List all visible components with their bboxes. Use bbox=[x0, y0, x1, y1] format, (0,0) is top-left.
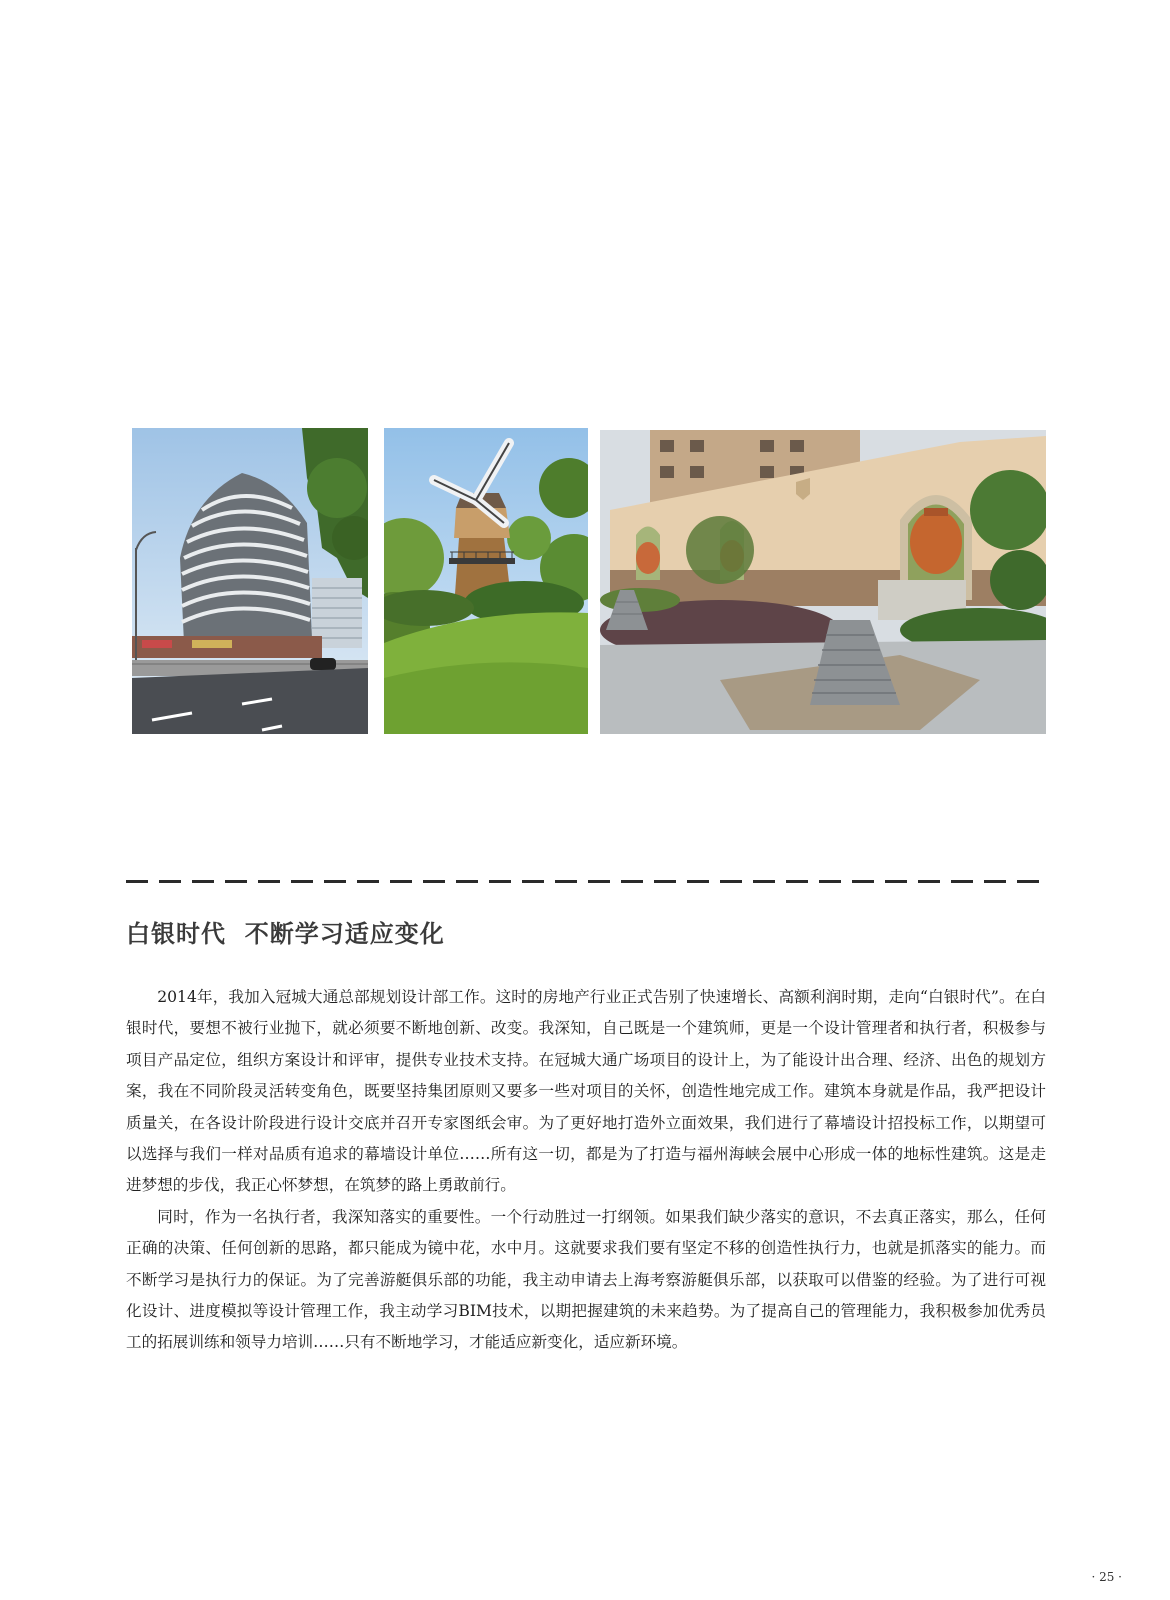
photo-curved-tower bbox=[132, 428, 368, 734]
section-title: 白银时代 不断学习适应变化 bbox=[126, 920, 445, 948]
article-body bbox=[126, 982, 1046, 1359]
dashed-divider bbox=[126, 880, 1046, 883]
photo-windmill bbox=[384, 428, 588, 734]
page-number: · 25 · bbox=[1091, 1570, 1122, 1584]
paragraph-1: 2014年，我加入冠城大通总部规划设计部工作。这时的房地产行业正式告别了快速增长、高额利润时期，走向“白银时代”。在白银时代，要想不被行业抛下，就必须要不断地创新、改变。我深知，自己既是一个建筑师，更是一个设计管理者和执行者，积极参与项目产品定位，组织方案设计和评审，提供专业技术支持。在冠城大通广场项目的设计上，为了能设计出合理、经济、出色的规划方案，我在不同阶段灵活转变角色，既要坚持集团原则又要多一些对项目的关怀，创造性地完成工作。建筑本身就是作品，我严把设计质量关，在各设计阶段进行设计交底并召开专家图纸会审。为了更好地打造外立面效果，我们进行了幕墙设计招投标工作，以期望可以选择与我们一样对品质有追求的幕墙设计单位……所有这一切，都是为了打造与福州海峡会展中心形成一体的地标性建筑。这是走进梦想的步伐，我正心怀梦想，在筑梦的路上勇敢前行。 bbox=[126, 988, 1046, 1195]
paragraph-2: 同时，作为一名执行者，我深知落实的重要性。一个行动胜过一打纲领。如果我们缺少落实的意识，不去真正落实，那么，任何正确的决策、任何创新的思路，都只能成为镜中花，水中月。这就要求我们要有坚定不移的创造性执行力，也就是抓落实的能力。而不断学习是执行力的保证。为了完善游艇俱乐部的功能，我主动申请去上海考察游艇俱乐部，以获取可以借鉴的经验。为了进行可视化设计、进度模拟等设计管理工作，我主动学习BIM技术，以期把握建筑的未来趋势。为了提高自己的管理能力，我积极参加优秀员工的拓展训练和领导力培训……只有不断地学习，才能适应新变化，适应新环境。 bbox=[126, 1207, 1046, 1352]
photo-courtyard bbox=[600, 430, 1046, 734]
